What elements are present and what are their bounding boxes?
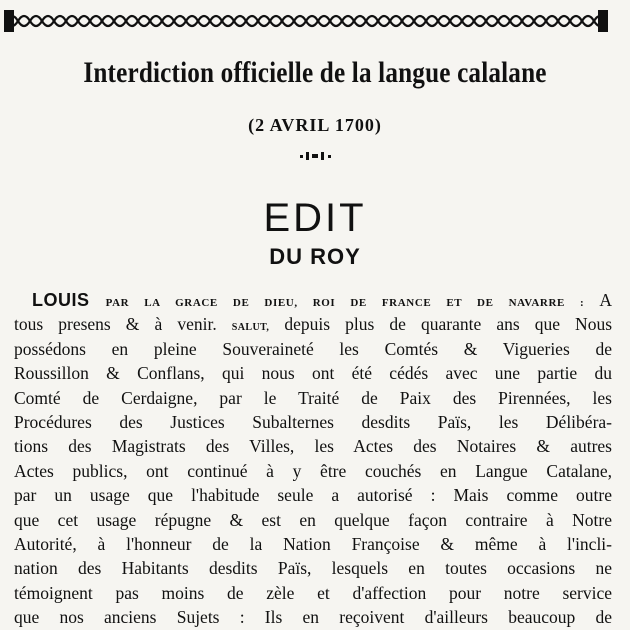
text-line: Procédures des Justices Subalternes desdits Païs, les Délibéra-	[14, 411, 612, 432]
document-date: (2 AVRIL 1700)	[248, 115, 382, 135]
decorative-border	[4, 6, 608, 36]
text-line: nation des Habitants desdits Païs, lesquels en toutes occasions ne	[14, 558, 612, 579]
text-fragment: tous presens & à venir.	[14, 314, 217, 335]
text-line: témoignent pas moins de zèle et d'affection pour notre service	[14, 582, 612, 603]
edict-subheading: DU ROY	[269, 244, 361, 269]
edict-heading: EDIT	[263, 196, 367, 240]
text-fragment: depuis plus de quarante ans que Nous	[284, 314, 612, 335]
text-line: que nos anciens Sujets : Ils en reçoivent d'ailleurs beaucoup de	[14, 607, 612, 628]
text-line	[14, 288, 612, 312]
text-line: par un usage que l'habitude seule a autorisé : Mais comme outre	[14, 485, 612, 506]
text-line: possédons en pleine Souveraineté les Comtés & Vigueries de	[14, 338, 612, 359]
royal-title: PAR LA GRACE DE DIEU, ROI DE FRANCE ET DE NAVARRE :	[105, 297, 585, 309]
text-line: Comté de Cerdaigne, par le Traité de Paix des Pirennées, les	[14, 387, 612, 408]
document-title: Interdiction officielle de la langue calalane	[83, 56, 547, 89]
text-line: Autorité, à l'honneur de la Nation Françoise & même à l'incli-	[14, 533, 612, 554]
text-line: que cet usage répugne & est en quelque façon contraire à Notre	[14, 509, 612, 530]
ornament-icon	[298, 150, 334, 162]
text-line	[14, 312, 612, 336]
text-line: Actes publics, ont continué à y être couchés en Langue Catalane,	[14, 460, 612, 481]
text-line: Roussillon & Conflans, qui nous ont été cédés avec une partie du	[14, 363, 612, 384]
king-name: LOUIS	[32, 290, 90, 310]
text-line: tions des Magistrats des Villes, les Actes des Notaires & autres	[14, 436, 612, 457]
edict-text	[14, 288, 612, 629]
text-fragment: A	[599, 290, 612, 310]
salut-word: SALUT,	[231, 322, 270, 334]
